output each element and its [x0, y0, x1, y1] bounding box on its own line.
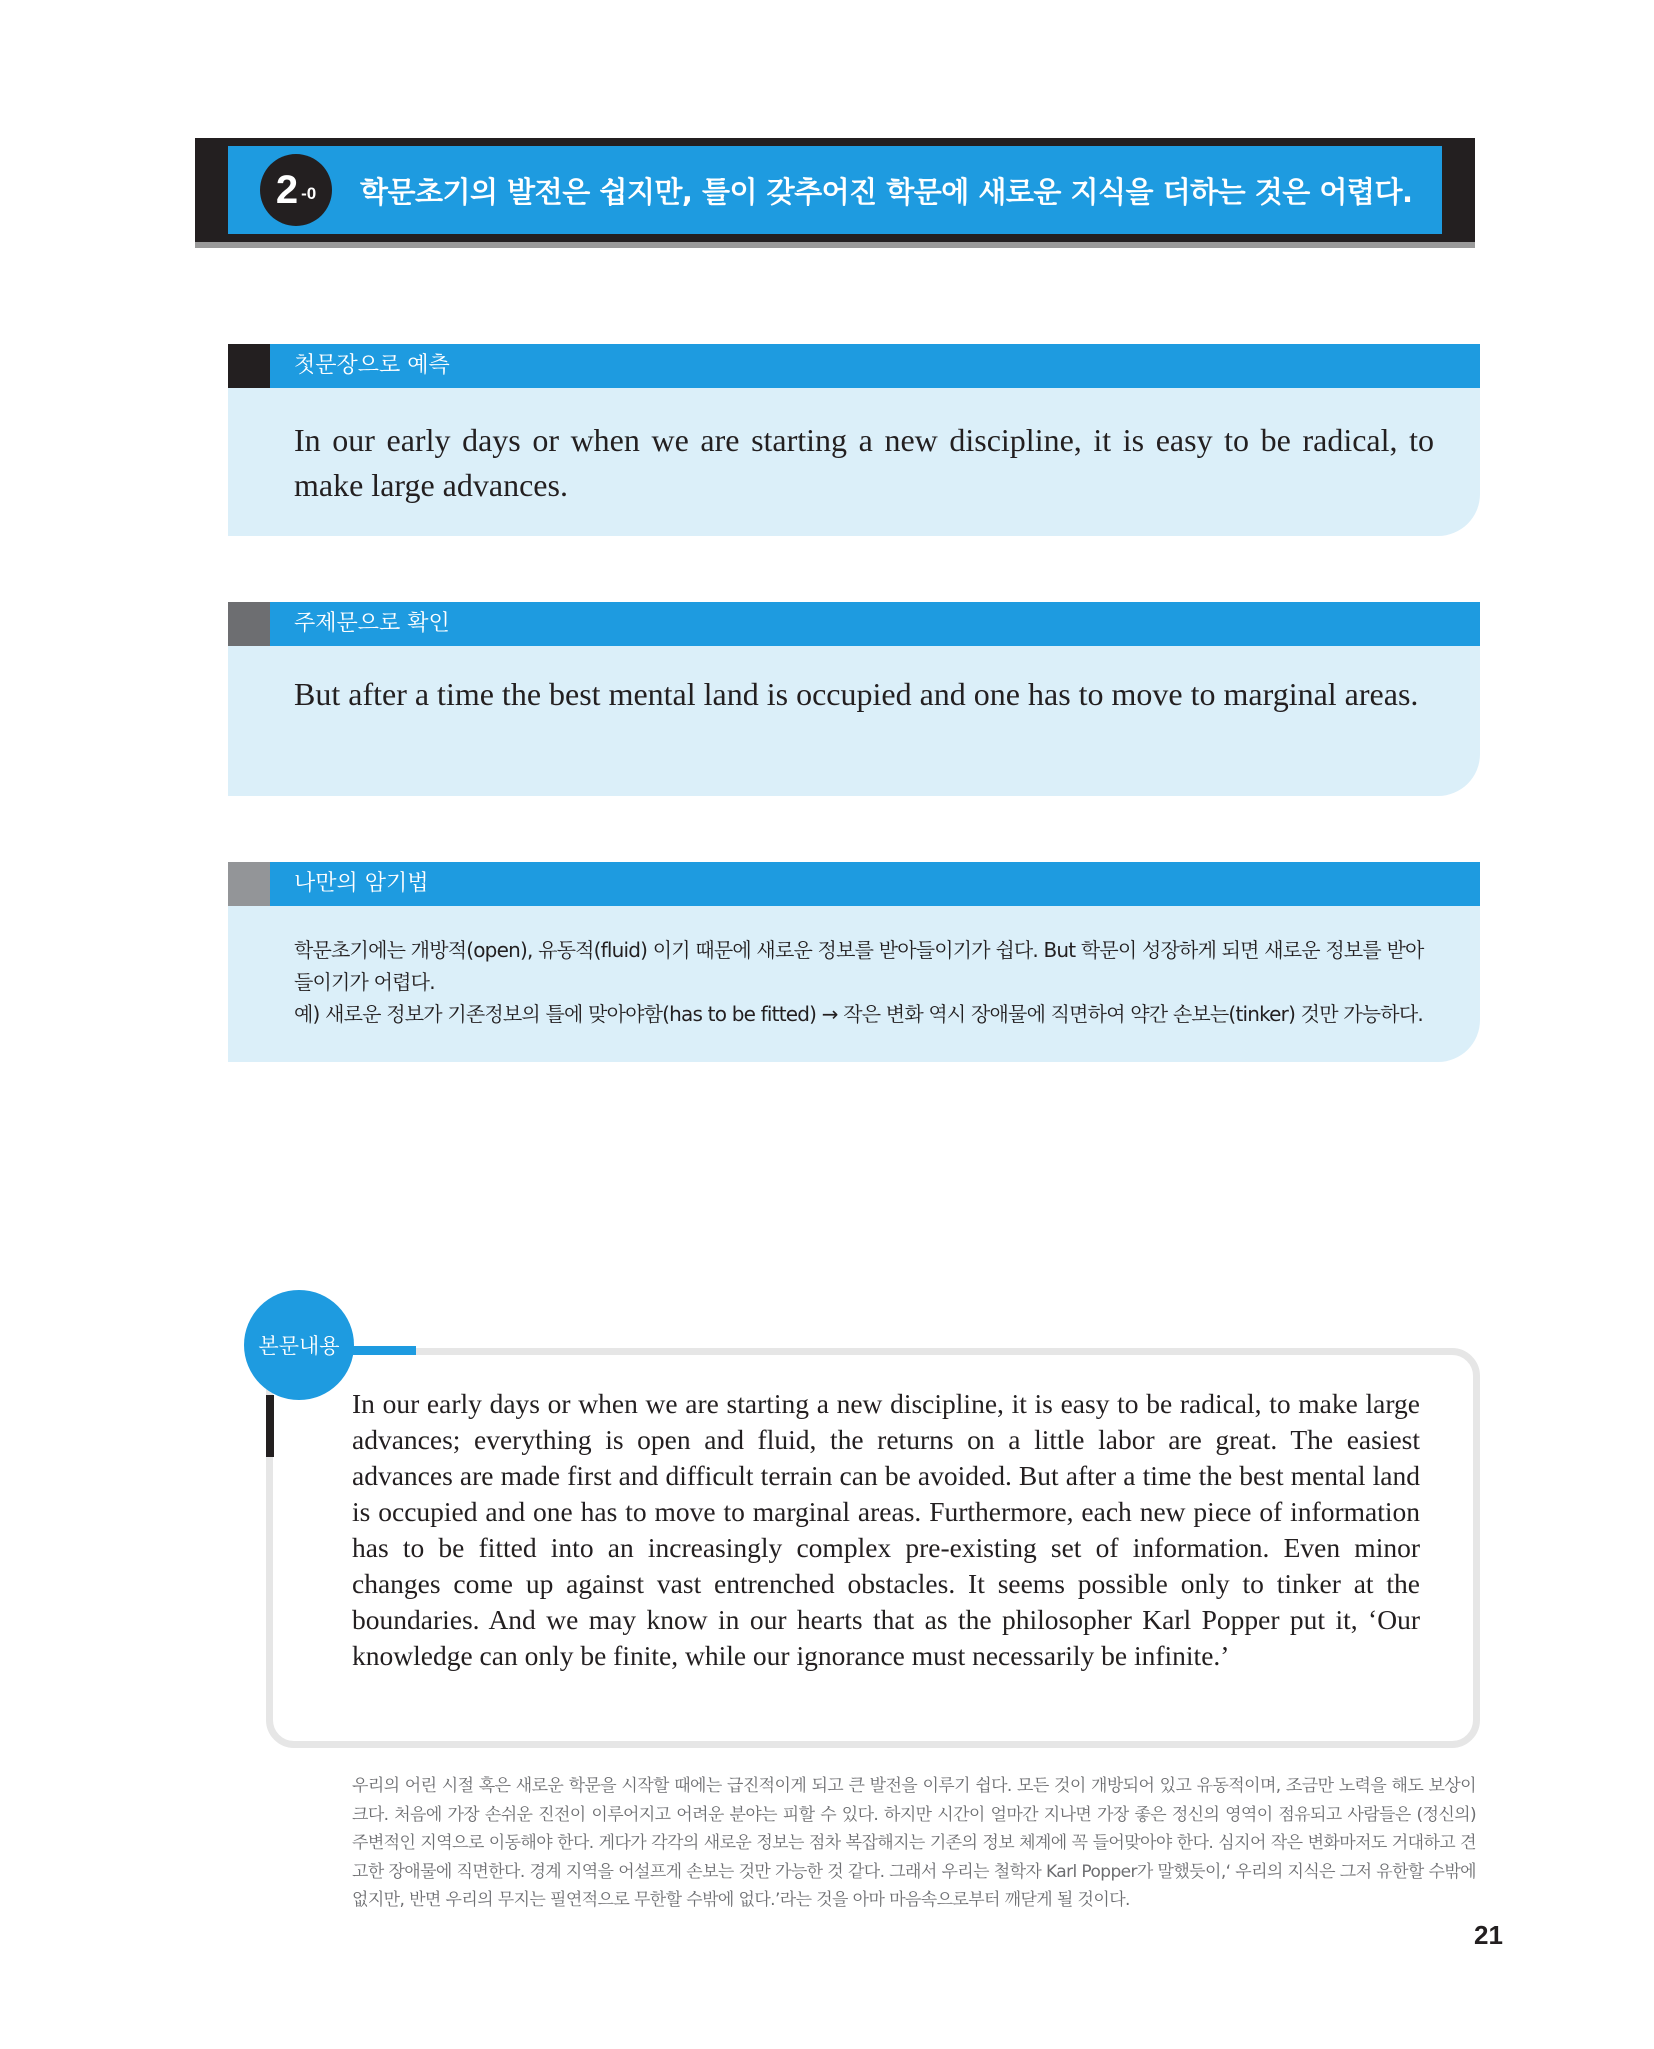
passage-tag: 본문내용	[244, 1290, 354, 1400]
section-number: 2	[275, 167, 299, 212]
section-header	[228, 602, 1480, 646]
korean-translation: 우리의 어린 시절 혹은 새로운 학문을 시작할 때에는 급진적이게 되고 큰 발전을 이루기 쉽다. 모든 것이 개방되어 있고 유동적이며, 조금만 노력을 해도 보상이 크다. 처음에 가장 손쉬운 진전이 이루어지고 어려운 분야는 피할 수 있다. 하지만 시간이 얼마간 지나면 가장 좋은 정신의 영역이 점유되고 사람들은 (정신의) 주변적인 지역으로 이동해야 한다. 게다가 각각의 새로운 정보는 점차 복잡해지는 기존의 정보 체계에 꼭 들어맞아야 한다. 심지어 작은 변화마저도 거대하고 견고한 장애물에 직면한다. 경계 지역을 어설프게 손보는 것만 가능한 것 같다. 그래서 우리는 철학자 Karl Popper가 말했듯이,‘ 우리의 지식은 그저 유한할 수밖에 없지만, 반면 우리의 무지는 필연적으로 무한할 수밖에 없다.’라는 것을 아마 마음속으로부터 깨닫게 될 것이다.	[352, 1776, 1476, 1910]
section-body	[228, 388, 1480, 536]
section-header	[228, 344, 1480, 388]
section-tab	[228, 862, 270, 906]
section-label: 주제문으로 확인	[294, 611, 450, 636]
section-tab	[228, 344, 270, 388]
section-text: But after a time the best mental land is occupied and one has to move to marginal areas.	[294, 676, 1419, 712]
passage-text: In our early days or when we are starting a new discipline, it is easy to be radical, to make large advances; everything is open and fluid, the returns on a little labor are great. The easiest advances are made first and difficult terrain can be avoided. But after a time the best mental land is occupied and one has to move to marginal areas. Furthermore, each new piece of information has to be fitted into an increasingly complex pre-existing set of information. Even minor changes come up against vast entrenched obstacles. It seems possible only to tinker at the boundaries. And we may know in our hearts that as the philosopher Karl Popper put it, ‘Our knowledge can only be finite, while our ignorance must necessarily be infinite.’	[352, 1388, 1420, 1671]
header-title-bar	[228, 146, 1442, 234]
section-first-sentence	[228, 344, 1480, 536]
header-shadow	[195, 242, 1475, 248]
section-memory-tip	[228, 862, 1480, 1062]
section-text: In our early days or when we are starting a new discipline, it is easy to be radical, to make large advances.	[294, 422, 1434, 503]
section-body	[228, 906, 1480, 1062]
section-body	[228, 646, 1480, 796]
page-number: 21	[1474, 1920, 1503, 1950]
section-topic-sentence	[228, 602, 1480, 796]
passage-side-bar	[266, 1395, 274, 1457]
memory-tip-line-2: 예) 새로운 정보가 기존정보의 틀에 맞아야함(has to be fitted) → 작은 변화 역시 장애물에 직면하여 약간 손보는(tinker) 것만 가능하다.	[294, 1002, 1423, 1026]
section-sub-number: -0	[301, 184, 317, 203]
memory-tip-line-1: 학문초기에는 개방적(open), 유동적(fluid) 이기 때문에 새로운 정보를 받아들이기가 쉽다. But 학문이 성장하게 되면 새로운 정보를 받아들이기가 어렵다.	[294, 938, 1424, 994]
section-label: 첫문장으로 예측	[294, 353, 450, 378]
section-number-badge	[260, 154, 332, 226]
section-tab	[228, 602, 270, 646]
section-header	[228, 862, 1480, 906]
section-label: 나만의 암기법	[294, 871, 429, 896]
page-title: 학문초기의 발전은 쉽지만, 틀이 갖추어진 학문에 새로운 지식을 더하는 것은 어렵다.	[360, 174, 1413, 209]
